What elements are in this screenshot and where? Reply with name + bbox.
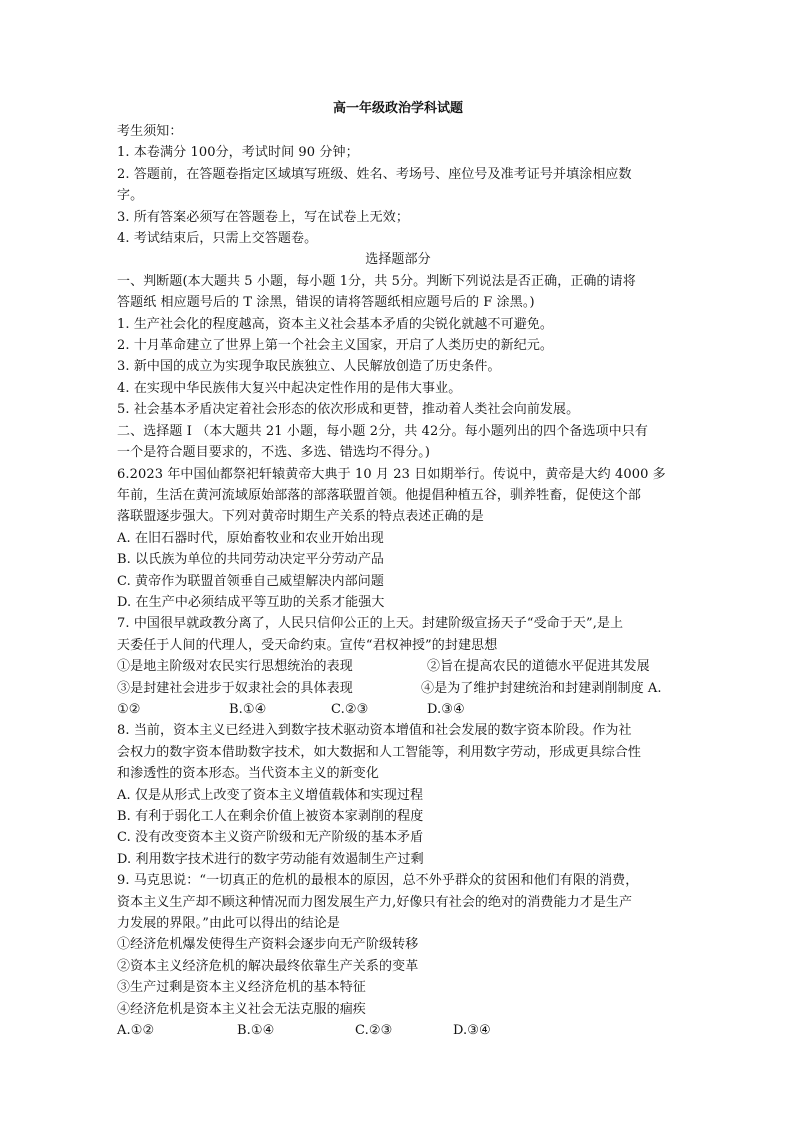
option-a: A. 仅是从形式上改变了资本主义增值载体和实现过程 xyxy=(117,787,424,803)
option-c: C. 黄帝作为联盟首领垂自己威望解决内部问题 xyxy=(117,573,384,589)
notice-heading: 考生须知： xyxy=(117,124,183,139)
statement-row xyxy=(117,678,679,699)
notice-item: 3. 所有答案必须写在答题卷上，写在试卷上无效； xyxy=(117,209,409,225)
answer-a: A.①② xyxy=(117,1023,155,1039)
notice-item: 1. 本卷满分 100分，考试时间 90 分钟； xyxy=(117,145,359,161)
section-title: 选择题部分 xyxy=(365,252,431,268)
part-one-intro: 答题纸 相应题号后的 T 涂黑，错误的请将答题纸相应题号后的 F 涂黑。) xyxy=(117,295,535,311)
answer-d: D.③④ xyxy=(453,1023,491,1039)
statement-1: ①是地主阶级对农民实行思想统治的表现 xyxy=(117,659,353,675)
notice-item: 2. 答题前，在答题卷指定区域填写班级、姓名、考场号、座位号及准考证号并填涂相应数 xyxy=(117,166,632,182)
question-stem: 资本主义生产却不顾这种情况而力图发展生产力,好像只有社会的绝对的消费能力才是生产 xyxy=(117,894,633,910)
option-b: B. 以氏族为单位的共同劳动决定平分劳动产品 xyxy=(117,552,385,568)
statement-2: ②资本主义经济危机的解决最终依靠生产关系的变革 xyxy=(117,958,419,974)
option-a: A. 在旧石器时代，原始畜牧业和农业开始出现 xyxy=(117,530,384,546)
question-6 xyxy=(117,464,679,614)
answer-choices xyxy=(117,1020,679,1041)
statement-4: ④是为了维护封建统治和封建剥削制度 A. xyxy=(421,680,662,696)
option-d: D. 利用数字技术进行的数字劳动能有效遏制生产过剩 xyxy=(117,851,424,867)
question-stem: 7. 中国很早就政教分离了，人民只信仰公正的上天。封建阶级宣扬天子“受命于天”,是上 xyxy=(117,616,624,632)
option-c: C. 没有改变资本主义资产阶级和无产阶级的基本矛盾 xyxy=(117,830,424,846)
judgement-item: 2. 十月革命建立了世界上第一个社会主义国家，开启了人类历史的新纪元。 xyxy=(117,338,554,354)
question-8 xyxy=(117,720,679,870)
question-stem: 会权力的数字资本借助数字技术，如大数据和人工智能等，利用数字劳动，形成更具综合性 xyxy=(117,744,642,760)
judgement-item: 4. 在实现中华民族伟大复兴中起决定性作用的是伟大事业。 xyxy=(117,380,462,396)
statement-2: ②旨在提高农民的道德水平促进其发展 xyxy=(427,659,650,675)
question-stem: 8. 当前，资本主义已经进入到数字技术驱动资本增值和社会发展的数字资本阶段。作为社 xyxy=(117,723,632,739)
option-d: D. 在生产中必须结成平等互助的关系才能强大 xyxy=(117,594,385,610)
question-9 xyxy=(117,870,679,1041)
exam-notice xyxy=(117,121,679,249)
statement-1: ①经济危机爆发使得生产资料会逐步向无产阶级转移 xyxy=(117,937,419,953)
statement-3: ③生产过剩是资本主义经济危机的基本特征 xyxy=(117,980,366,996)
statement-row xyxy=(117,656,679,677)
statement-4: ④经济危机是资本主义社会无法克服的痼疾 xyxy=(117,1001,366,1017)
part-one-judgement xyxy=(117,271,679,421)
statement-3: ③是封建社会进步于奴隶社会的具体表现 xyxy=(117,680,353,696)
notice-item: 字。 xyxy=(117,188,144,204)
question-stem: 天委任于人间的代理人，受天命约束。宣传“君权神授”的封建思想 xyxy=(117,637,498,653)
answer-d: D.③④ xyxy=(427,701,465,717)
exam-page xyxy=(117,98,679,1041)
question-stem: 9. 马克思说：“一切真正的危机的最根本的原因，总不外乎群众的贫困和他们有限的消费， xyxy=(117,873,639,889)
part-two-intro-line: 一个是符合题目要求的，不选、多选、错选均不得分。) xyxy=(117,445,431,461)
answer-c: C.②③ xyxy=(331,701,369,717)
question-7 xyxy=(117,613,679,720)
question-stem: 年前，生活在黄河流域原始部落的部落联盟首领。他提倡种植五谷，驯养牲畜，促使这个部 xyxy=(117,487,642,503)
answer-a: ①② xyxy=(117,701,141,717)
part-two-intro-line: 二、选择题 I （本大题共 21 小题，每小题 2分，共 42分。每小题列出的四个备选项中只有 xyxy=(117,423,648,439)
part-one-intro: 一、判断题(本大题共 5 小题，每小题 1分，共 5分。判断下列说法是否正确，正确的请将 xyxy=(117,273,636,289)
judgement-item: 1. 生产社会化的程度越高，资本主义社会基本矛盾的尖锐化就越不可避免。 xyxy=(117,316,554,332)
part-two-intro xyxy=(117,421,679,464)
answer-choices xyxy=(117,699,679,720)
answer-b: B.①④ xyxy=(237,1023,275,1039)
page-title: 高一年级政治学科试题 xyxy=(332,101,463,116)
question-stem: 6.2023 年中国仙都祭祀轩辕黄帝大典于 10 月 23 日如期举行。传说中，黄帝是大约 4000 多 xyxy=(117,466,666,482)
answer-b: B.①④ xyxy=(229,701,267,717)
question-stem: 力发展的界限。”由此可以得出的结论是 xyxy=(117,916,340,932)
question-stem: 落联盟逐步强大。下列对黄帝时期生产关系的特点表述正确的是 xyxy=(117,509,484,525)
judgement-item: 5. 社会基本矛盾决定着社会形态的依次形成和更替，推动着人类社会向前发展。 xyxy=(117,402,580,418)
notice-item: 4. 考试结束后，只需上交答题卷。 xyxy=(117,231,318,247)
judgement-item: 3. 新中国的成立为实现争取民族独立、人民解放创造了历史条件。 xyxy=(117,359,501,375)
question-stem: 和渗透性的资本形态。当代资本主义的新变化 xyxy=(117,766,380,782)
answer-c: C.②③ xyxy=(355,1023,393,1039)
option-b: B. 有利于弱化工人在剩余价值上被资本家剥削的程度 xyxy=(117,809,424,824)
